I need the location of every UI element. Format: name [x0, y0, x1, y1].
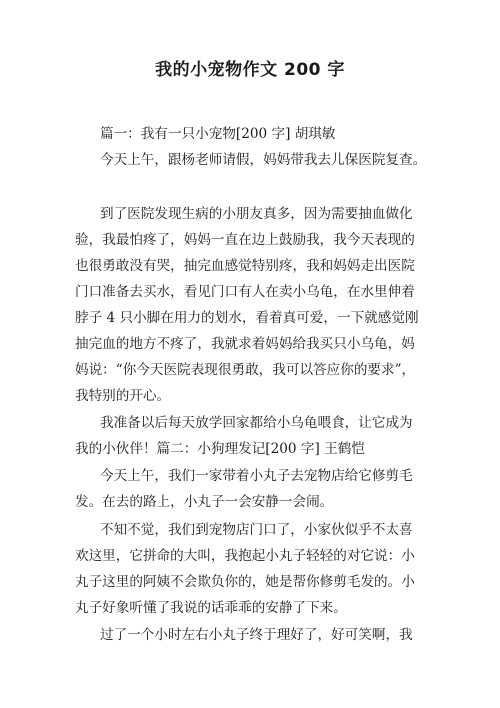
section-heading-1: 篇一：我有一只小宠物[200 字] 胡琪敏: [100, 126, 336, 142]
paragraph-line: 丸子这里的阿姨不会欺负你的，她是帮你修剪毛发的。小: [75, 574, 415, 590]
paragraph-line: 欢这里，它拼命的大叫，我抱起小丸子轻轻的对它说：小: [75, 548, 415, 564]
paragraph-line: 到了医院发现生病的小朋友真多，因为需要抽血做化: [100, 206, 413, 222]
paragraph-line: 脖子 4 只小脚在用力的划水，看着真可爱，一下就感觉刚: [75, 310, 419, 326]
paragraph-line: 今天上午，我们一家带着小丸子去宠物店给它修剪毛: [100, 468, 413, 484]
paragraph-line: 过了一个小时左右小丸子终于理好了，好可笑啊，我: [100, 627, 413, 643]
paragraph-line: 抽完血的地方不疼了，我就求着妈妈给我买只小乌龟，妈: [75, 336, 415, 352]
paragraph-line: 我准备以后每天放学回家都给小乌龟喂食，让它成为: [100, 415, 413, 431]
paragraph-line: 验，我最怕疼了，妈妈一直在边上鼓励我，我今天表现的: [75, 232, 415, 248]
paragraph-line: 我特别的开心。: [75, 388, 171, 404]
paragraph-line: 今天上午，跟杨老师请假，妈妈带我去儿保医院复查。: [100, 152, 427, 168]
paragraph-line: 我的小伙伴！篇二：小狗理发记[200 字] 王鹤恺: [75, 441, 365, 457]
paragraph-line: 丸子好象听懂了我说的话乖乖的安静了下来。: [75, 600, 347, 616]
paragraph-line: 也很勇敢没有哭，抽完血感觉特别疼，我和妈妈走出医院: [75, 258, 415, 274]
paragraph-line: 发。在去的路上，小丸子一会安静一会闹。: [75, 494, 334, 510]
paragraph-line: 门口准备去买水，看见门口有人在卖小乌龟，在水里伸着: [75, 284, 415, 300]
paragraph-line: 妈说：“你今天医院表现很勇敢，我可以答应你的要求”，: [75, 362, 416, 378]
paragraph-line: 不知不觉，我们到宠物店门口了，小家伙似乎不太喜: [100, 522, 413, 538]
document-title: 我的小宠物作文 200 字: [155, 60, 345, 80]
